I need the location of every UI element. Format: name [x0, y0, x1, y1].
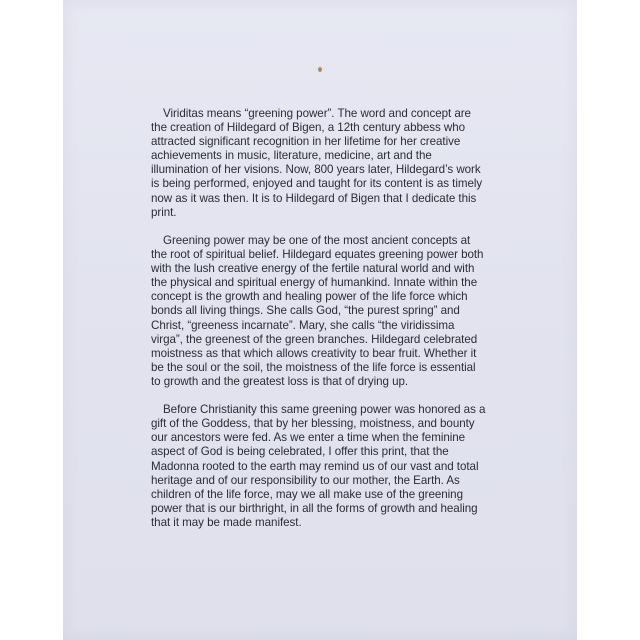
paper-stain: [318, 67, 322, 72]
paragraph-greening-power: Greening power may be one of the most ancient concepts at the root of spiritual belief. Hildegard equates greening power both with the lush creative energy of the fertile natural world and with the physical and spiritual energy of humankind. Innate within the concept is the growth and healing power of the life force which bonds all living things. She calls God, “the purest spring” and Christ, “greeness incarnate”. Mary, she calls “the viridissima virga”, the greenest of the green branches. Hildegard celebrated moistness as that which allows creativity to bear fruit. Whether it be the soul or the soil, the moistness of the life force is essential to growth and the greatest loss is that of drying up.: [151, 233, 484, 388]
paper-sheet: [63, 0, 577, 640]
document-body: [151, 107, 487, 544]
paragraph-viriditas-intro: Viriditas means “greening power”. The word and concept are the creation of Hildegard of Bigen, a 12th century abbess who attracted significant recognition in her lifetime for her creative achievements in music, literature, medicine, art and the illumination of her visions. Now, 800 years later, Hildegard’s work is being performed, enjoyed and taught for its content is as timely now as it was then. It is to Hildegard of Bigen that I dedicate this print.: [151, 107, 483, 219]
paragraph-before-christianity: Before Christianity this same greening power was honored as a gift of the Goddess, that by her blessing, moistness, and bounty our ancestors were fed. As we enter a time when the feminine aspect of God is being celebrated, I offer this print, that the Madonna rooted to the earth may remind us of our vast and total heritage and of our responsibility to our mother, the Earth. As children of the life force, may we all make use of the greening power that is our birthright, in all the forms of growth and healing that it may be made manifest.: [151, 403, 486, 529]
